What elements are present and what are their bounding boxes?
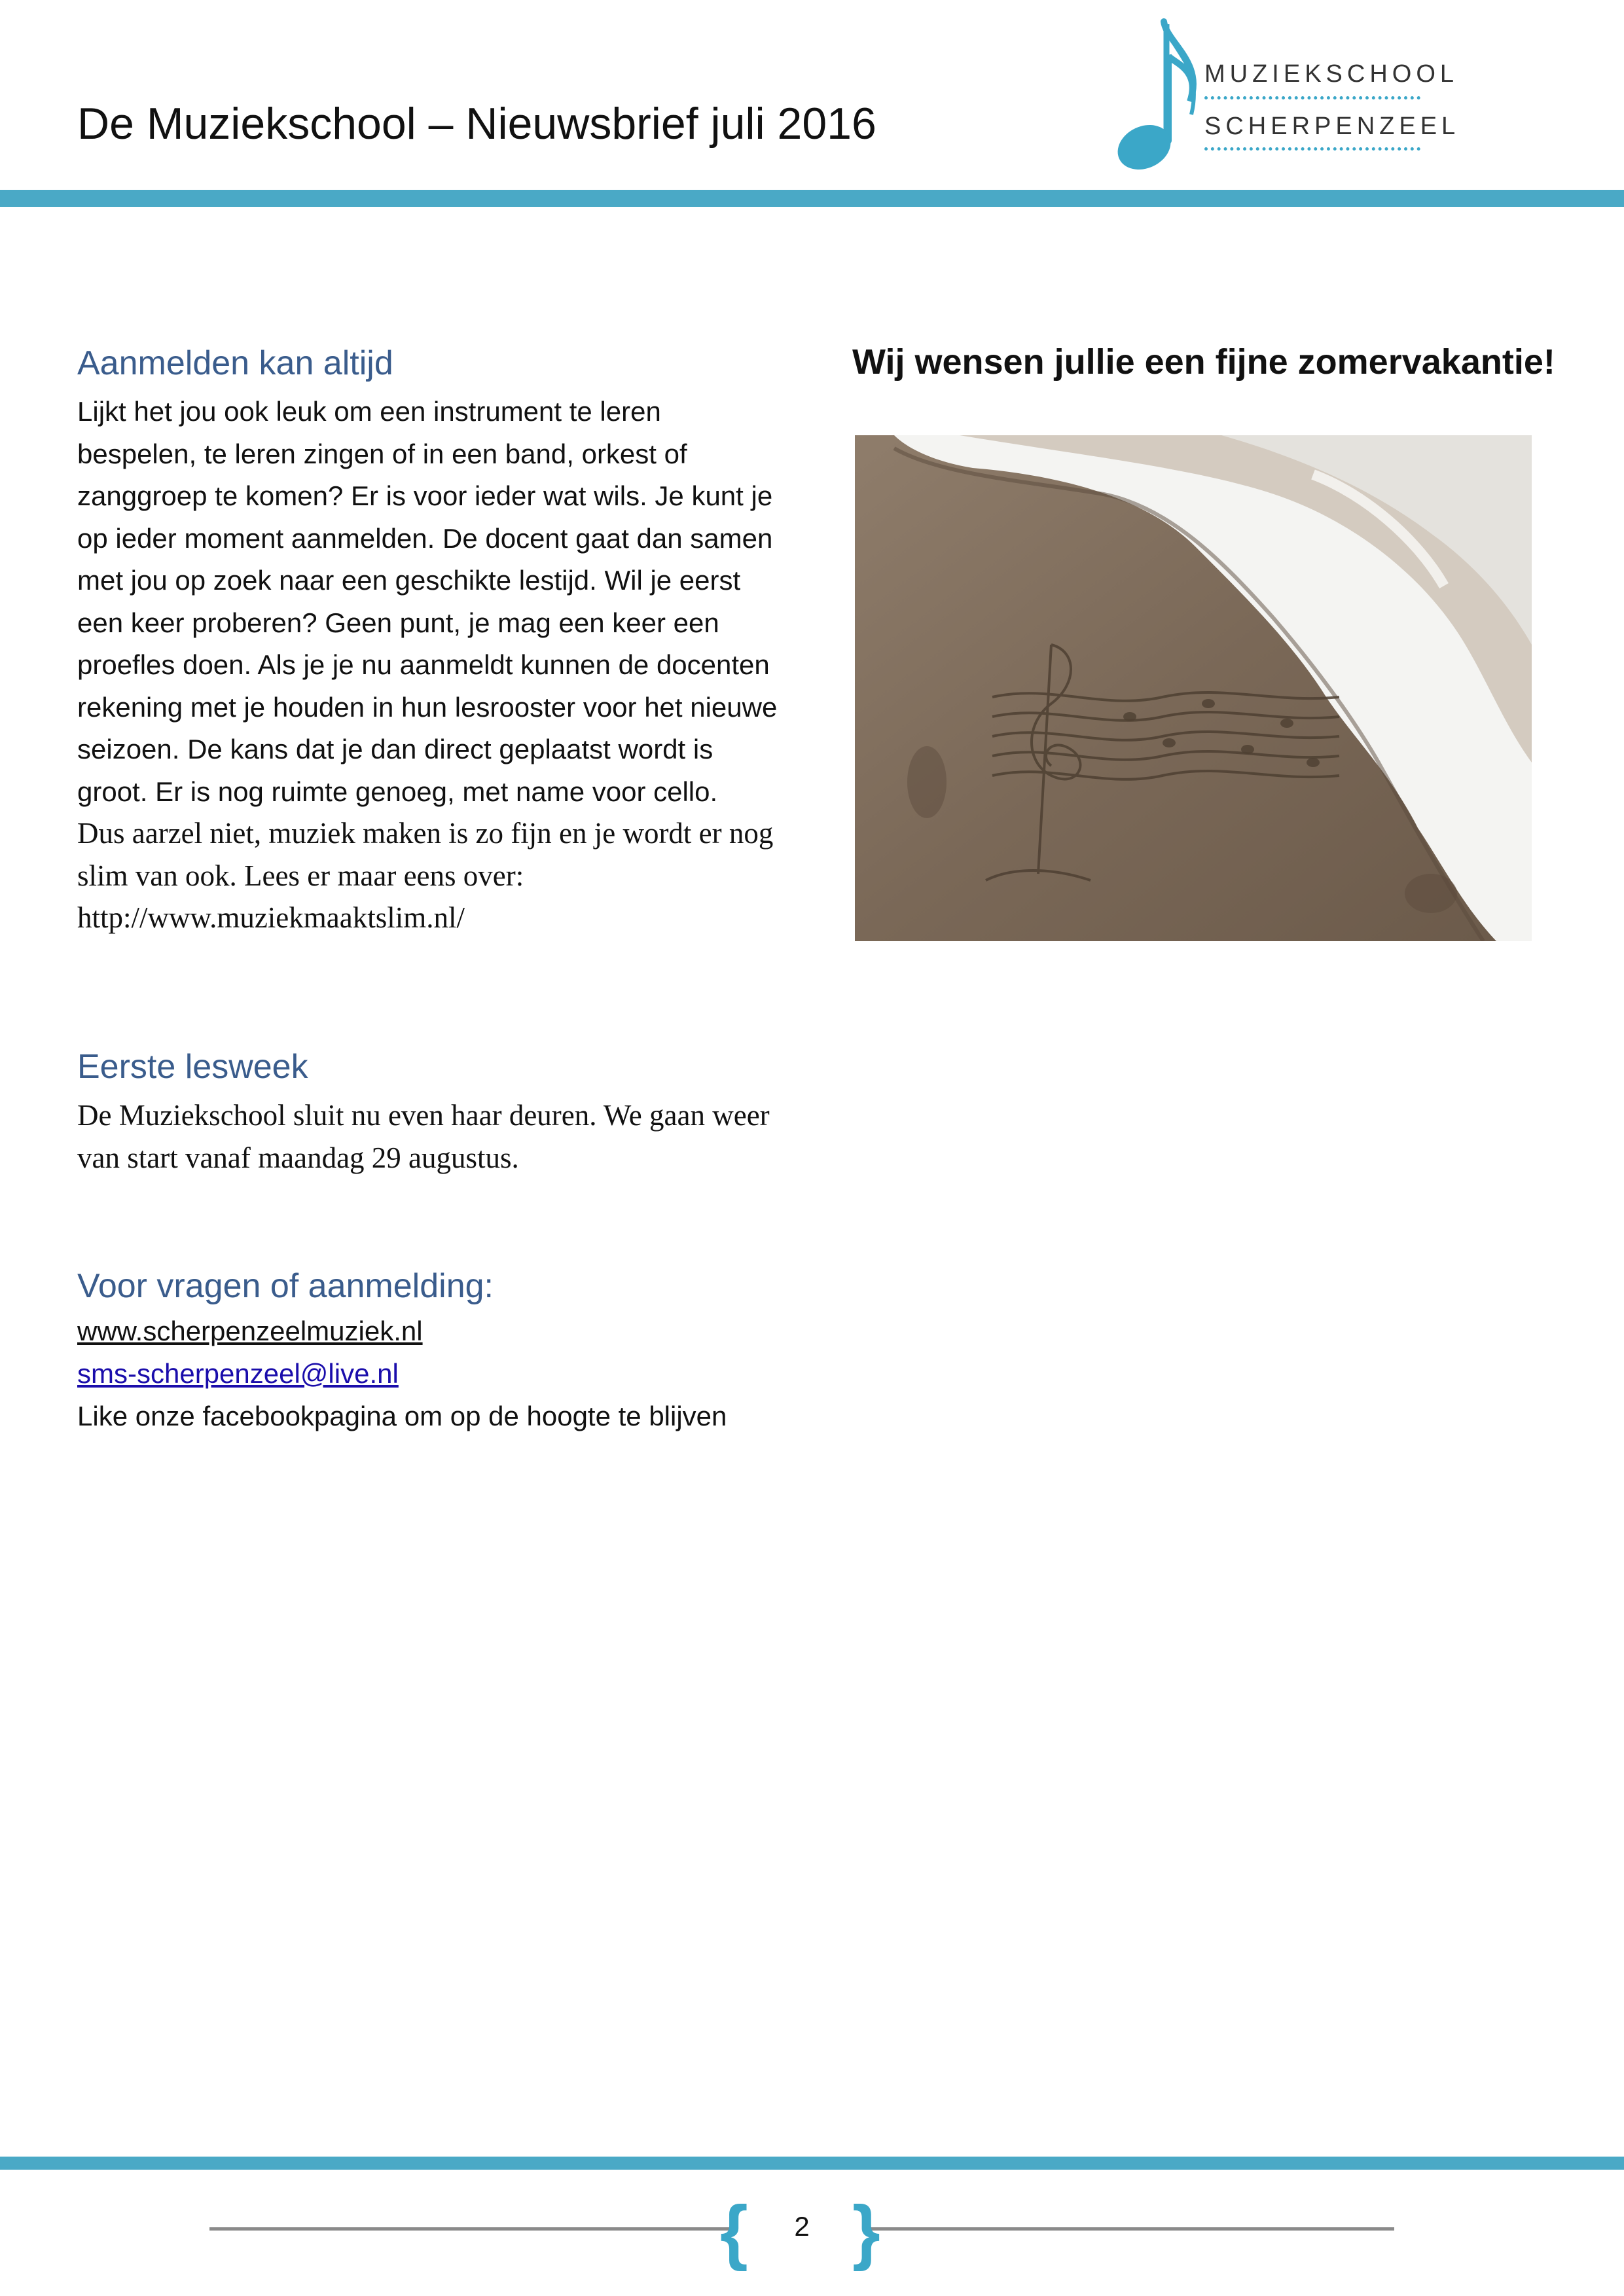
section-heading-signup: Aanmelden kan altijd — [77, 344, 393, 382]
logo-dotted-line — [1204, 96, 1420, 99]
school-logo — [1106, 16, 1460, 180]
website-link[interactable]: www.scherpenzeelmuziek.nl — [77, 1316, 423, 1346]
music-note-icon — [1106, 16, 1204, 173]
footer-rule-left — [209, 2227, 733, 2231]
beach-music-image — [855, 435, 1532, 941]
section-text-first-week: De Muziekschool sluit nu even haar deuren. We gaan weer van start vanaf maandag 29 augustus. — [77, 1099, 770, 1174]
right-brace-icon: } — [852, 2191, 880, 2272]
section-text-signup: Lijkt het jou ook leuk om een instrument te leren bespelen, te leren zingen of in een band, orkest of zanggroep te komen? Er is voor ieder wat wils. Je kunt je op ieder moment aanmelden. De docent gaat dan samen met jou op zoek naar een geschikte lestijd. Wil je eerst een keer proberen? Geen punt, je mag een keer een proefles doen. Als je je nu aanmeldt kunnen de docenten rekening met je houden in hun lesrooster voor het nieuwe seizoen. De kans dat je dan direct geplaatst wordt is groot. Er is nog ruimte genoeg, met name voor cello. — [77, 396, 778, 807]
footer-divider — [0, 2157, 1624, 2170]
header-divider — [0, 190, 1624, 207]
section-text-signup-serif: Dus aarzel niet, muziek maken is zo fijn en je wordt er nog slim van ook. Lees er maar eens over: http://www.muziekmaaktslim.nl/ — [77, 817, 774, 934]
section-heading-contact: Voor vragen of aanmelding: — [77, 1267, 494, 1305]
section-heading-first-week: Eerste lesweek — [77, 1048, 308, 1086]
logo-text-line2 — [1204, 109, 1460, 141]
page-title: De Muziekschool – Nieuwsbrief juli 2016 — [77, 99, 876, 149]
page-number: 2 — [794, 2211, 810, 2242]
left-brace-icon: { — [720, 2191, 748, 2272]
footer-rule-right — [871, 2227, 1394, 2231]
facebook-note: Like onze facebookpagina om op de hoogte te blijven — [77, 1401, 727, 1431]
email-link[interactable]: sms-scherpenzeel@live.nl — [77, 1358, 399, 1389]
beach-sand-illustration — [855, 435, 1532, 941]
logo-text-scherpenzeel: SCHERPENZEEL — [1204, 113, 1460, 140]
logo-text-muziekschool: MUZIEKSCHOOL — [1204, 60, 1459, 88]
logo-text-line1 — [1204, 57, 1458, 88]
logo-dotted-line — [1204, 147, 1420, 151]
summer-wish-heading: Wij wensen jullie een fijne zomervakantie! — [852, 342, 1555, 382]
